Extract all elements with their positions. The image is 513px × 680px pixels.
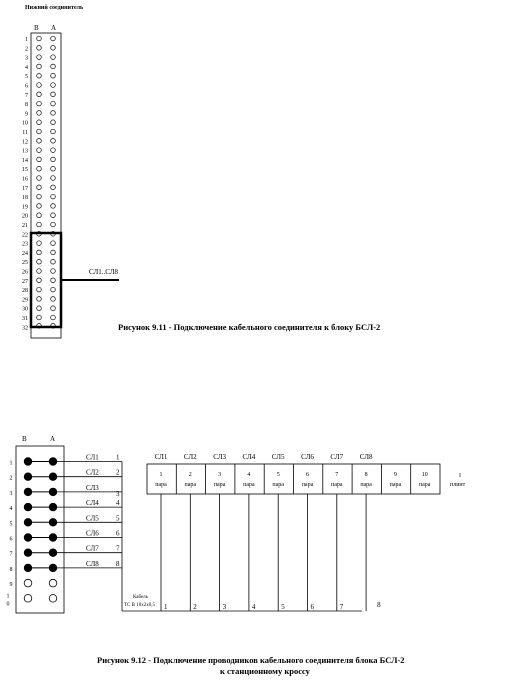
pair-number: 3 [218,472,222,478]
pair-word: пара [301,482,314,488]
top-wire-label: СЛ3 [213,453,226,461]
pair-word: пара [213,482,226,488]
pin-b [37,204,42,209]
top-wire-label: СЛ4 [242,453,256,461]
connector-title: Нижний соединитель [25,5,84,11]
wire-number: 2 [116,468,120,477]
fig2-row-number: 6 [9,536,13,543]
pair-number: 9 [393,472,397,478]
pair-word: пара [155,482,167,488]
pin-row-number: 12 [22,139,28,146]
column-b-label: B [34,24,39,32]
top-wire-label: СЛ2 [183,453,197,461]
caption-9-11: Рисунок 9.11 - Подключение кабельного соединителя к блоку БСЛ-2 [118,322,381,332]
pin-b [37,101,42,106]
pin-b [37,111,42,116]
figure-9-12 [7,435,466,676]
wire-label: СЛ3 [86,483,99,492]
connector-body [31,33,61,338]
pin-a [51,306,56,311]
wire-number: 6 [116,529,120,538]
pin-b [37,194,42,199]
fig2-column-a-label: A [50,435,56,443]
plint-label: плинт [450,482,466,488]
wire-label: СЛ4 [86,499,99,508]
pair-cells [155,464,431,494]
bottom-wire-numbers [164,601,381,611]
connector-pin-rows [22,36,55,331]
pair-number: 7 [335,472,339,478]
pin-row-number: 15 [22,167,28,174]
fig2-row-number: 9 [9,582,13,589]
pair-drop-lines [161,494,366,611]
pin-row-number: 19 [22,204,28,211]
pin-a [51,278,56,283]
pin-row-number: 16 [22,176,28,183]
pin-row-number: 25 [22,260,28,267]
wire-label: СЛ2 [86,468,99,477]
pin-a [51,111,56,116]
pin-a [51,157,56,162]
column-a-label: A [51,24,57,32]
pin-a [51,241,56,246]
pin-b [37,157,42,162]
pin-a [51,315,56,320]
pin-row-number: 29 [22,297,28,304]
pair-number: 1 [159,472,163,478]
fig2-column-b-label: B [22,435,27,443]
fig2-pin-b [24,595,32,603]
pin-a [51,269,56,274]
wire-number: 4 [116,499,120,508]
pin-b [37,83,42,88]
fig2-row-number: 1 [6,593,10,600]
pin-row-number: 26 [22,269,28,276]
pair-number: 8 [364,472,368,478]
pin-a [51,194,56,199]
pin-row-number: 32 [22,325,28,332]
wire-label: СЛ1 [86,453,99,462]
pin-a [51,166,56,171]
fig2-row-number: 4 [9,506,13,513]
pin-b [37,213,42,218]
pin-row-number: 13 [22,148,28,155]
fig2-wires [53,454,122,612]
pin-b [37,148,42,153]
pin-row-number: 5 [25,74,28,81]
pin-row-number: 8 [25,102,28,109]
pin-b [37,46,42,51]
wire-label: СЛ7 [86,544,99,553]
fig2-row-number: 2 [9,475,13,482]
wire-label: СЛ6 [86,529,99,538]
wire-number: 7 [116,544,120,553]
pin-row-number: 23 [22,241,28,248]
pin-a [51,222,56,227]
pin-a [51,287,56,292]
pin-b [37,269,42,274]
fig2-row-number: 8 [9,566,13,573]
wire-label: СЛ8 [86,559,99,568]
bottom-wire-number: 2 [193,603,197,611]
pin-b [37,166,42,171]
caption-9-12-line2: к станционному кроссу [220,666,310,676]
top-wire-label: СЛ6 [301,453,314,461]
plint-number: I [459,473,461,479]
pin-b [37,185,42,190]
pin-b [37,36,42,41]
pin-a [51,176,56,181]
fig2-pin-a [49,579,57,587]
pin-a [51,64,56,69]
pin-row-number: 22 [22,232,28,239]
pin-row-number: 17 [22,185,28,192]
top-wire-label: СЛ5 [271,453,285,461]
pin-row-number: 30 [22,306,28,313]
pin-b [37,139,42,144]
pin-row-number: 14 [22,157,28,164]
top-wire-label: СЛ8 [359,453,373,461]
pin-a [51,46,56,51]
pin-a [51,139,56,144]
cable-label-2: ТС В 10х2х0,5 [124,603,155,608]
fig2-pin-rows [7,458,57,608]
fig2-row-number: 5 [9,521,13,528]
pin-row-number: 10 [22,120,28,127]
pin-b [37,129,42,134]
pin-b [37,297,42,302]
bottom-wire-number: 1 [164,603,168,611]
pin-a [51,185,56,190]
pair-number: 4 [247,472,251,478]
pin-a [51,204,56,209]
pin-b [37,55,42,60]
pin-a [51,83,56,88]
pin-a [51,259,56,264]
pin-b [37,64,42,69]
pin-row-number: 28 [22,288,28,295]
pin-a [51,101,56,106]
pin-row-number: 4 [25,64,28,71]
wire-label: СЛ5 [86,514,99,523]
pair-number: 5 [276,472,280,478]
pin-b [37,222,42,227]
highlighted-pin-group [31,233,61,327]
pair-word: пара [331,482,343,488]
pair-word: пара [243,482,255,488]
bottom-wire-number: 3 [222,603,227,611]
top-wire-labels [155,453,373,461]
pair-word: пара [184,482,197,488]
pin-b [37,315,42,320]
pin-b [37,176,42,181]
wire-number: 3 [116,489,120,498]
pin-b [37,92,42,97]
pin-row-number: 21 [22,223,28,229]
pin-a [51,129,56,134]
pin-b [37,120,42,125]
bottom-wire-number: 6 [310,603,314,611]
pin-a [51,92,56,97]
fig2-row-number: 1 [9,460,13,467]
pin-row-number: 7 [25,92,28,99]
lead-label: СЛ1..СЛ8 [89,268,118,276]
pin-row-number: 11 [22,130,28,136]
pin-row-number: 2 [25,46,28,53]
pin-a [51,250,56,255]
pin-a [51,297,56,302]
pin-row-number: 1 [25,37,28,43]
top-wire-label: СЛ7 [330,453,344,461]
pair-word: пара [418,482,431,488]
top-wire-label: СЛ1 [154,453,168,461]
pin-row-number: 6 [25,83,28,90]
bottom-wire-number: 4 [251,603,256,611]
pin-a [51,213,56,218]
pin-b [37,287,42,292]
pair-number: 6 [306,472,309,478]
wire-number: 5 [116,514,120,523]
pin-row-number: 18 [22,195,28,202]
bottom-wire-number: 7 [339,603,344,611]
pin-a [51,73,56,78]
pin-b [37,241,42,246]
cable-label-1: Кабель [133,595,148,600]
pin-a [51,55,56,60]
pair-word: пара [389,482,402,488]
pin-b [37,250,42,255]
figure-9-11 [22,4,380,338]
pair-number: 2 [188,472,192,478]
fig2-row-number: 7 [9,551,13,558]
pin-row-number: 20 [22,213,28,220]
pin-a [51,36,56,41]
pair-word: пара [272,482,284,488]
pin-b [37,278,42,283]
caption-9-12-line1: Рисунок 9.12 - Подключение проводников кабельного соединителя блока БСЛ-2 [97,655,405,665]
pin-row-number: 24 [22,250,28,257]
pin-row-number: 9 [25,111,28,118]
pin-row-number: 3 [25,55,28,62]
pin-b [37,259,42,264]
fig2-row-number: 3 [9,490,13,497]
fig2-pin-a [49,595,57,603]
pin-b [37,73,42,78]
wire-number: 1 [116,453,120,462]
pin-a [51,148,56,153]
pair-number: 10 [421,472,428,478]
fig2-row-number: 0 [6,601,10,608]
pair-word: пара [360,482,372,488]
bottom-wire-number: 8 [377,601,381,609]
wire-number: 8 [116,559,120,568]
pin-b [37,306,42,311]
bottom-wire-number: 5 [281,603,285,611]
fig2-pin-b [24,579,32,587]
pin-row-number: 31 [22,316,28,322]
fig2-connector-body [16,446,64,613]
pin-row-number: 27 [22,278,28,285]
pin-a [51,120,56,125]
